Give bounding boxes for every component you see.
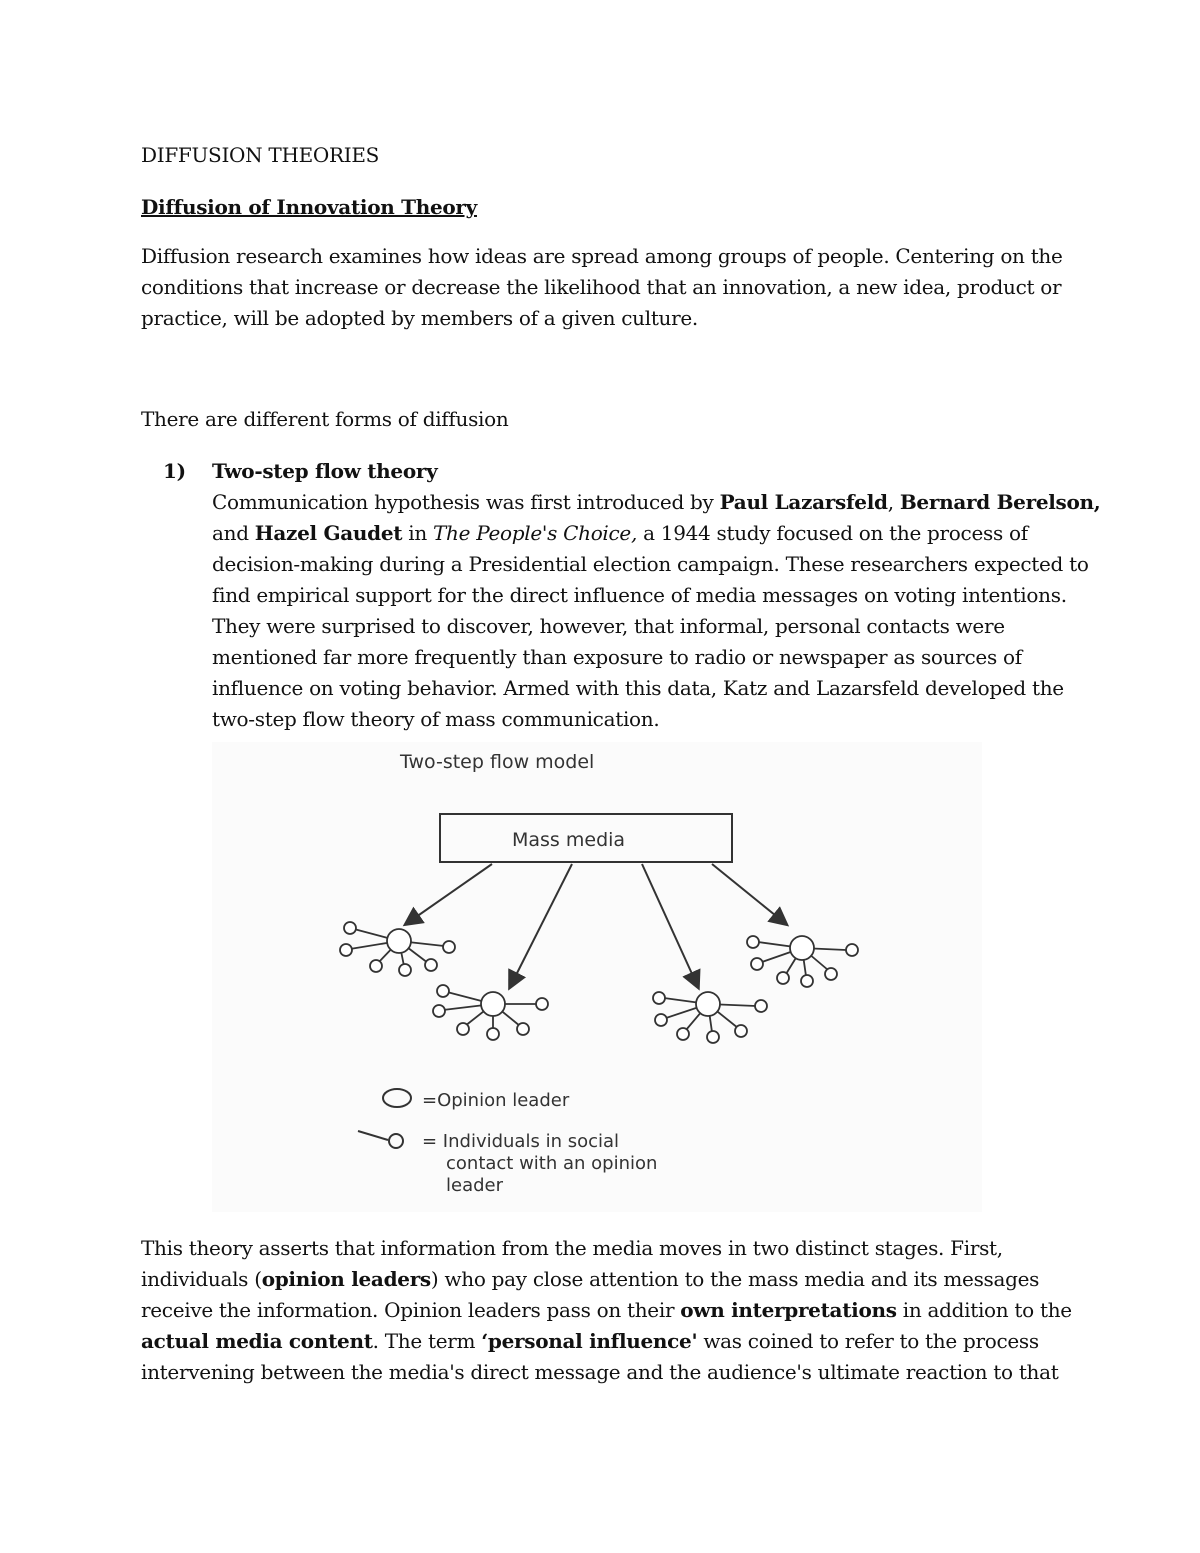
opinion-leader-cluster (747, 936, 858, 987)
opinion-leader-legend-icon (383, 1089, 411, 1107)
legend-individuals-line3: leader (446, 1175, 504, 1196)
figure-title: Two-step flow model (400, 751, 595, 773)
legend-individuals-line2: contact with an opinion (446, 1153, 658, 1174)
paragraph-line: individuals (opinion leaders) who pay close attention to the mass media and its messages (141, 1267, 1040, 1291)
arrow (712, 864, 786, 924)
paragraph-line: and Hazel Gaudet in The People's Choice, a 1944 study focused on the process of (212, 521, 1028, 545)
paragraph-line: actual media content. The term ‘personal influence' was coined to refer to the process (141, 1329, 1039, 1353)
paragraph-line: This theory asserts that information from the media moves in two distinct stages. First, (141, 1236, 1003, 1260)
legend-individuals-line1: = Individuals in social (422, 1131, 620, 1152)
paragraph-line: receive the information. Opinion leaders pass on their own interpretations in addition to the (141, 1298, 1072, 1322)
document-heading: DIFFUSION THEORIES (141, 143, 380, 167)
paragraph-line: mentioned far more frequently than exposure to radio or newspaper as sources of (212, 645, 1022, 669)
forms-line: There are different forms of diffusion (141, 407, 509, 431)
paragraph-line: find empirical support for the direct influence of media messages on voting intentions. (212, 583, 1067, 607)
arrow (642, 864, 698, 987)
paragraph-line: They were surprised to discover, however, that informal, personal contacts were (212, 614, 1005, 638)
intro-line: Diffusion research examines how ideas are spread among groups of people. Centering on the (141, 244, 1063, 268)
two-step-flow-diagram (212, 742, 982, 1212)
two-step-flow-figure (212, 742, 982, 1212)
mass-media-label: Mass media (512, 829, 626, 851)
paragraph-line: influence on voting behavior. Armed with this data, Katz and Lazarsfeld developed the (212, 676, 1064, 700)
paragraph-line: intervening between the media's direct message and the audience's ultimate reaction to that (141, 1360, 1059, 1384)
intro-line: conditions that increase or decrease the likelihood that an innovation, a new idea, product or (141, 275, 1062, 299)
legend-opinion-leader: =Opinion leader (422, 1090, 570, 1111)
list-number: 1) (163, 459, 186, 483)
paragraph-line: two-step flow theory of mass communication. (212, 707, 660, 731)
opinion-leader-cluster (340, 922, 455, 976)
intro-line: practice, will be adopted by members of a given culture. (141, 306, 698, 330)
arrow (510, 864, 572, 987)
individual-legend-icon (358, 1131, 388, 1140)
opinion-leader-cluster (653, 992, 767, 1043)
list-item-title: Two-step flow theory (212, 459, 438, 483)
section-subheading: Diffusion of Innovation Theory (141, 195, 477, 219)
arrow (406, 864, 492, 924)
opinion-leader-cluster (433, 985, 548, 1040)
paragraph-line: decision-making during a Presidential election campaign. These researchers expected to (212, 552, 1089, 576)
individual-legend-icon (389, 1134, 403, 1148)
paragraph-line: Communication hypothesis was first introduced by Paul Lazarsfeld, Bernard Berelson, (212, 490, 1101, 514)
